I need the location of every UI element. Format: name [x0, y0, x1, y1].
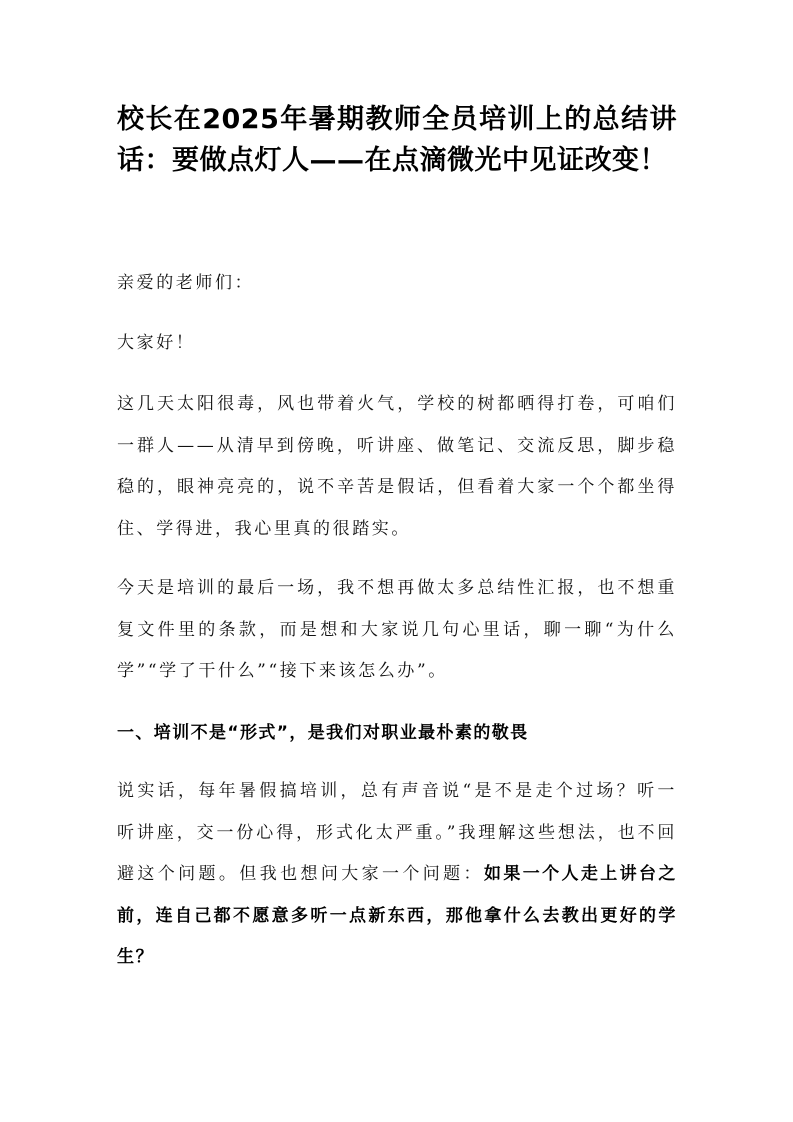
section-heading-1: 一、培训不是“形式”，是我们对职业最朴素的敬畏 [117, 722, 529, 743]
greeting: 大家好！ [117, 332, 196, 353]
document-title: 校长在2025年暑期教师全员培训上的总结讲话：要做点灯人——在点滴微光中见证改变！ [117, 104, 677, 176]
section-1-paragraph [117, 771, 677, 979]
document-content [117, 99, 677, 979]
salutation: 亲爱的老师们： [117, 273, 255, 293]
paragraph-opening: 这几天太阳很毒，风也带着火气，学校的树都晒得打卷，可咱们一群人——从清早到傍晚，听讲座、做笔记、交流反思，脚步稳稳的，眼神亮亮的，说不辛苦是假话，但看着大家一个个都坐得住、学得进，我心里真的很踏实。 [117, 394, 677, 539]
section-1-paragraph-regular-text: 说实话，每年暑假搞培训，总有声音说“是不是走个过场？听一听讲座，交一份心得，形式化太严重。”我理解这些想法，也不回避这个问题。但我也想问大家一个问题： [117, 781, 677, 884]
section-1-paragraph-bold-question: 如果一个人走上讲台之前，连自己都不愿意多听一点新东西，那他拿什么去教出更好的学生？ [117, 864, 677, 967]
paragraph-purpose: 今天是培训的最后一场，我不想再做太多总结性汇报，也不想重复文件里的条款，而是想和大家说几句心里话，聊一聊“为什么学”“学了干什么”“接下来该怎么办”。 [117, 578, 677, 681]
